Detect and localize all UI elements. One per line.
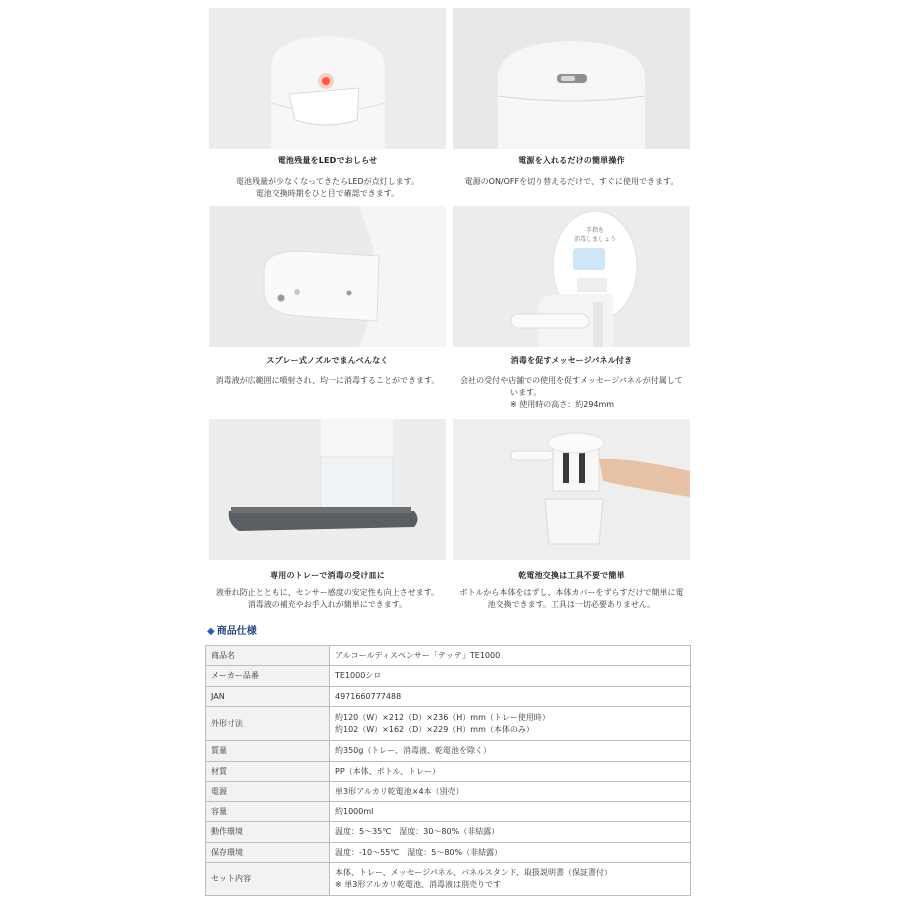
spec-value [330,707,691,741]
spec-value [330,782,691,802]
panel-line-2: 消毒しましょう [573,236,617,243]
description-line: 会社の受付や店舗での使用を促すメッセージパネルが付属して [460,376,683,385]
description-line: 電池交換時期をひと目で確認できます。 [255,189,400,198]
spec-key: メーカー品番 [206,666,330,687]
spec-key: 電源 [206,782,330,802]
description-line: 消毒液の補充やお手入れが簡単にできます。 [247,600,408,609]
description-line: ボトルから本体をはずし、本体カバーをずらすだけで簡単に電 [459,588,684,597]
spec-key: JAN [206,687,330,707]
spec-value-line: PP（本体、ボトル、トレー） [335,766,441,776]
spec-value-line: 約1000ml [335,806,374,816]
feature-description [209,375,446,387]
table-row [206,782,691,802]
table-row [206,741,691,762]
feature-title: 消毒を促すメッセージパネル付き [510,356,633,365]
photo-tray [209,419,446,560]
photo-message-panel [453,206,690,347]
spec-value-line: 単3形アルカリ乾電池×4本（別売） [335,786,464,796]
spec-value-line: 4971660777488 [335,691,402,701]
table-row [206,802,691,822]
spec-value [330,843,691,863]
photo-led-indicator [209,8,446,149]
feature-title: スプレー式ノズルでまんべんなく [266,356,389,365]
spec-value-line: 温度：-10～55℃ 湿度：5～80%（非結露） [335,847,503,857]
table-row [206,762,691,782]
feature-description [448,375,695,411]
description-line: 池交換できます。工具は一切必要ありません。 [487,600,656,609]
spec-table [205,645,691,896]
spec-value-line: 約350g（トレー、消毒液、乾電池を除く） [335,746,492,755]
spec-heading [207,622,257,637]
diamond-bullet-icon: ◆ [207,626,215,637]
feature-description [209,587,446,611]
table-row [206,822,691,843]
spec-key: 外形寸法 [206,707,330,741]
spec-value [330,822,691,843]
feature-description [453,176,690,188]
spec-key: 動作環境 [206,822,330,843]
spec-value [330,863,691,896]
spec-key: 材質 [206,762,330,782]
spec-value [330,666,691,687]
table-row [206,646,691,666]
description-line: 液垂れ防止とともに、センサー感度の安定性も向上させます。 [215,588,440,597]
description-line: 電池残量が少なくなってきたらLEDが点灯します。 [235,177,420,186]
spec-value-line: 温度：5～35℃ 湿度：30～80%（非結露） [335,827,500,836]
feature-title: 乾電池交換は工具不要で簡単 [518,571,625,580]
spec-value [330,646,691,666]
panel-line-1: 手指を [585,227,605,234]
feature-description [450,587,693,611]
spec-key: セット内容 [206,863,330,896]
spec-value-line: 本体、トレー、メッセージパネル、パネルスタンド、取扱説明書（保証書付） [335,868,613,877]
feature-description [209,176,446,200]
spec-heading-label: 商品仕様 [216,626,257,637]
table-row [206,843,691,863]
photo-battery-swap [453,419,690,560]
spec-value [330,762,691,782]
description-line: ※ 使用時の高さ：約294mm [510,400,615,409]
spec-value [330,687,691,707]
spec-value-line: アルコールディスペンサー「テッテ」TE1000 [335,650,501,660]
photo-spray-nozzle [209,206,446,347]
spec-value-line: 約120（W）×212（D）×236（H）mm（トレー使用時） [335,712,550,722]
table-row [206,666,691,687]
spec-value-line: ※ 単3形アルカリ乾電池、消毒液は別売りです [335,880,502,889]
spec-value [330,802,691,822]
photo-power-switch [453,8,690,149]
table-row [206,687,691,707]
spec-key: 容量 [206,802,330,822]
feature-title: 専用のトレーで消毒の受け皿に [270,571,385,580]
spec-value [330,741,691,762]
feature-title: 電源を入れるだけの簡単操作 [518,156,625,165]
spec-value-line: 約102（W）×162（D）×229（H）mm（本体のみ） [335,724,534,734]
feature-title: 電池残量をLEDでおしらせ [277,156,378,165]
spec-key: 保存環境 [206,843,330,863]
description-line: います。 [510,388,542,397]
spec-key: 商品名 [206,646,330,666]
spec-key: 質量 [206,741,330,762]
spec-value-line: TE1000シロ [335,671,382,680]
table-row [206,863,691,896]
table-row [206,707,691,741]
description-line: 電源のON/OFFを切り替えるだけで、すぐに使用できます。 [464,177,679,186]
description-line: 消毒液が広範囲に噴射され、均一に消毒することができます。 [215,376,440,385]
